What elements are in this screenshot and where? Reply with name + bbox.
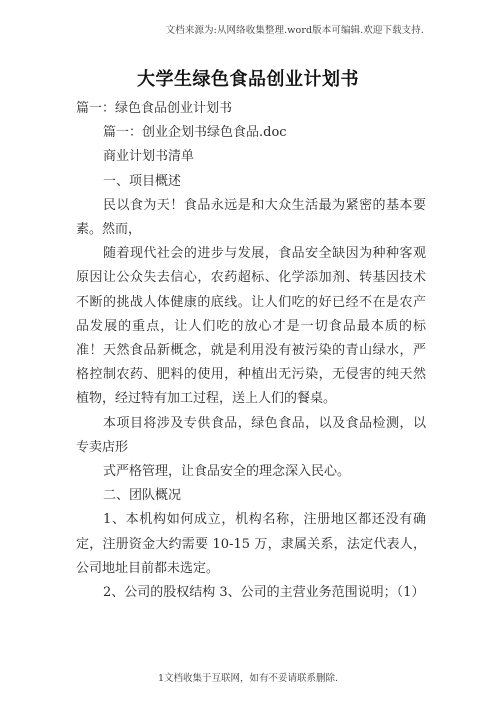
paragraph-10: 1、本机构如何成立，机构名称，注册地区都还没有确定，注册资金大约需要 10-15 万，隶属关系，法定代表人，公司地址目前都未选定。 bbox=[76, 512, 426, 576]
document-title: 大学生绿色食品创业计划书 bbox=[137, 69, 359, 90]
paragraph-11: 2、公司的股权结构 3、公司的主营业务范围说明；（1） bbox=[103, 585, 425, 601]
paragraph-9: 二、团队概况 bbox=[103, 488, 182, 504]
paragraph-1: 篇一：绿色食品创业计划书 bbox=[76, 101, 233, 116]
paragraph-6: 随着现代社会的进步与发展，食品安全缺因为种种客观原因让公众失去信心，农药超标、化学添加剂、转基因技术不断的挑战人体健康的底线。让人们吃的好已经不在是农产品发展的重点，让人们吃的放心才是一切食品最本质的标准！天然食品新概念，就是利用没有被污染的青山绿水，严格控制农药、肥料的使用，种植出无污染，无侵害的纯天然植物，经过特有加工过程，送上人们的餐桌。 bbox=[76, 246, 426, 407]
paragraph-4: 一、项目概述 bbox=[103, 173, 182, 189]
paragraph-2: 篇一：创业企划书绿色食品.doc bbox=[103, 125, 287, 141]
footer-note: 1文档收集于互联网，如有不妥请联系删除. bbox=[157, 673, 339, 684]
document-body bbox=[76, 97, 426, 605]
paragraph-8: 式严格管理，让食品安全的理念深入民心。 bbox=[103, 464, 351, 480]
header-note: 文档来源为:从网络收集整理.word版本可编辑.欢迎下载支持. bbox=[165, 25, 424, 36]
paragraph-5: 民以食为天！食品永远是和大众生活最为紧密的基本要素。然而， bbox=[76, 197, 426, 238]
paragraph-7: 本项目将涉及专供食品，绿色食品，以及食品检测，以专卖店形 bbox=[76, 415, 426, 455]
paragraph-3: 商业计划书清单 bbox=[103, 149, 195, 165]
